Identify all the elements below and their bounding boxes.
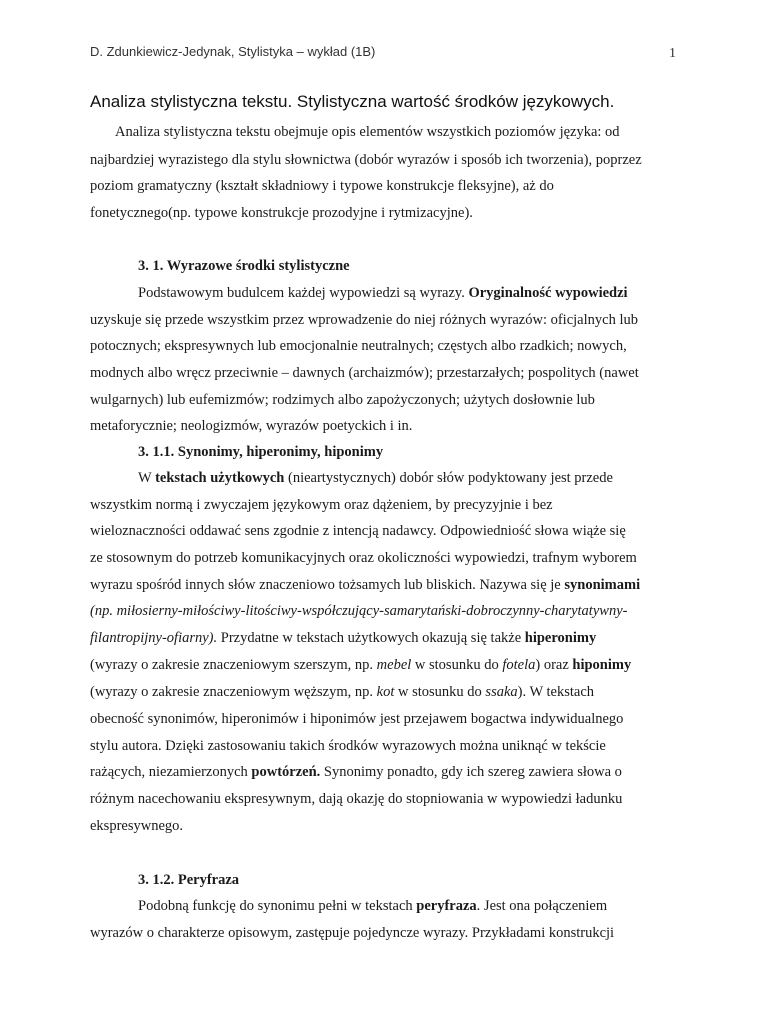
intro-line-4: fonetycznego(np. typowe konstrukcje prozodyjne i rytmizacyjne). bbox=[90, 205, 473, 221]
paragraph-line: uzyskuje się przede wszystkim przez wprowadzenie do niej różnych wyrazów: oficjalnych lub bbox=[90, 312, 638, 328]
bold-term: powtórzeń. bbox=[251, 764, 321, 780]
bold-term: Oryginalność wypowiedzi bbox=[468, 285, 628, 301]
synonym-examples: (np. miłosierny-miłościwy-litościwy-współczujący-samarytański-dobroczynny-charytatywny- bbox=[90, 603, 628, 619]
paragraph-line: wszystkim normą i zwyczajem językowym oraz dążeniem, by precyzyjnie i bez bbox=[90, 497, 553, 513]
paragraph-line: modnych albo wręcz przeciwnie – dawnych (archaizmów); przestarzałych; pospolitych (nawet bbox=[90, 365, 639, 381]
text-span: Podstawowym budulcem każdej wypowiedzi są wyrazy. bbox=[138, 285, 469, 301]
paragraph-line bbox=[90, 684, 594, 701]
paragraph-line bbox=[90, 630, 596, 647]
bold-term: hiponimy bbox=[572, 657, 632, 673]
text-span: (wyrazy o zakresie znaczeniowym węższym, np. bbox=[90, 684, 377, 700]
paragraph-line bbox=[138, 285, 628, 302]
bold-term: peryfraza bbox=[416, 898, 477, 914]
text-span: ) oraz bbox=[535, 657, 573, 673]
paragraph-line: ze stosownym do potrzeb komunikacyjnych oraz okoliczności wypowiedzi, trafnym wyborem bbox=[90, 550, 637, 566]
intro-line-1: Analiza stylistyczna tekstu obejmuje opis elementów wszystkich poziomów języka: od bbox=[115, 124, 620, 140]
italic-span: filantropijny-ofiarny). bbox=[90, 630, 218, 646]
italic-example: kot bbox=[376, 684, 395, 700]
bold-term: hiperonimy bbox=[524, 630, 597, 646]
section-heading-3-1-1: 3. 1.1. Synonimy, hiperonimy, hiponimy bbox=[138, 444, 384, 460]
paragraph-line: wieloznaczności oddawać sens zgodnie z intencją nadawcy. Odpowiedniość słowa wiąże się bbox=[90, 523, 626, 539]
paragraph-line: potocznych; ekspresywnych lub emocjonalnie neutralnych; częstych albo rzadkich; nowych, bbox=[90, 338, 627, 354]
paragraph-line: stylu autora. Dzięki zastosowaniu takich środków wyrazowych można uniknąć w tekście bbox=[90, 738, 606, 754]
bold-term: synonimami bbox=[564, 577, 641, 593]
text-span: Przydatne w tekstach użytkowych okazują się także bbox=[217, 630, 525, 646]
page-number: 1 bbox=[669, 46, 676, 61]
paragraph-line bbox=[90, 657, 631, 674]
bold-term: tekstach użytkowych bbox=[155, 470, 285, 486]
section-heading-3-1-2: 3. 1.2. Peryfraza bbox=[138, 872, 240, 888]
document-title: Analiza stylistyczna tekstu. Stylistyczna wartość środków językowych. bbox=[90, 92, 615, 111]
text-span: w stosunku do bbox=[411, 657, 503, 673]
text-span: w stosunku do bbox=[394, 684, 486, 700]
paragraph-line: ekspresywnego. bbox=[90, 818, 184, 834]
paragraph-line bbox=[138, 470, 613, 487]
paragraph-line bbox=[90, 764, 622, 781]
text-span: rażących, niezamierzonych bbox=[90, 764, 252, 780]
paragraph-line: obecność synonimów, hiperonimów i hiponimów jest przejawem bogactwa indywidualnego bbox=[90, 711, 624, 727]
italic-example: ssaka bbox=[485, 684, 518, 700]
paragraph-line: różnym nacechowaniu ekspresywnym, dają okazję do stopniowania w wypowiedzi ładunku bbox=[90, 791, 623, 807]
text-span: Synonimy ponadto, gdy ich szereg zawiera słowa o bbox=[320, 764, 622, 780]
intro-line-2: najbardziej wyrazistego dla stylu słownictwa (dobór wyrazów i sposób ich tworzenia), poprzez bbox=[90, 152, 642, 168]
text-span: wyrazu spośród innych słów znaczeniowo tożsamych lub bliskich bbox=[90, 577, 473, 593]
text-span: (wyrazy o zakresie znaczeniowym szerszym, np. bbox=[90, 657, 377, 673]
running-header: D. Zdunkiewicz-Jedynak, Stylistyka – wykład (1B) bbox=[90, 44, 376, 59]
text-span: . Nazywa się je bbox=[472, 577, 565, 593]
paragraph-line bbox=[138, 898, 607, 915]
paragraph-line: metaforycznie; neologizmów, wyrazów poetyckich i in. bbox=[90, 418, 413, 434]
section-heading-3-1: 3. 1. Wyrazowe środki stylistyczne bbox=[138, 258, 350, 274]
italic-example: fotela bbox=[502, 657, 536, 673]
paragraph-line bbox=[90, 577, 640, 594]
paragraph-line: wulgarnych) lub eufemizmów; rodzimych albo zapożyczonych; użytych dosłownie lub bbox=[90, 392, 595, 408]
text-span: (nieartystycznych) dobór słów podyktowany jest przede bbox=[284, 470, 613, 486]
text-span: Podobną funkcję do synonimu pełni w tekstach bbox=[138, 898, 417, 914]
paragraph-line: wyrazów o charakterze opisowym, zastępuje pojedyncze wyrazy. Przykładami konstrukcji bbox=[90, 925, 615, 941]
text-span: ). W tekstach bbox=[517, 684, 595, 700]
text-span: W bbox=[138, 470, 156, 486]
italic-example: mebel bbox=[376, 657, 412, 673]
text-span: . Jest ona połączeniem bbox=[476, 898, 608, 914]
intro-line-3: poziom gramatyczny (kształt składniowy i typowe konstrukcje fleksyjne), aż do bbox=[90, 178, 554, 194]
